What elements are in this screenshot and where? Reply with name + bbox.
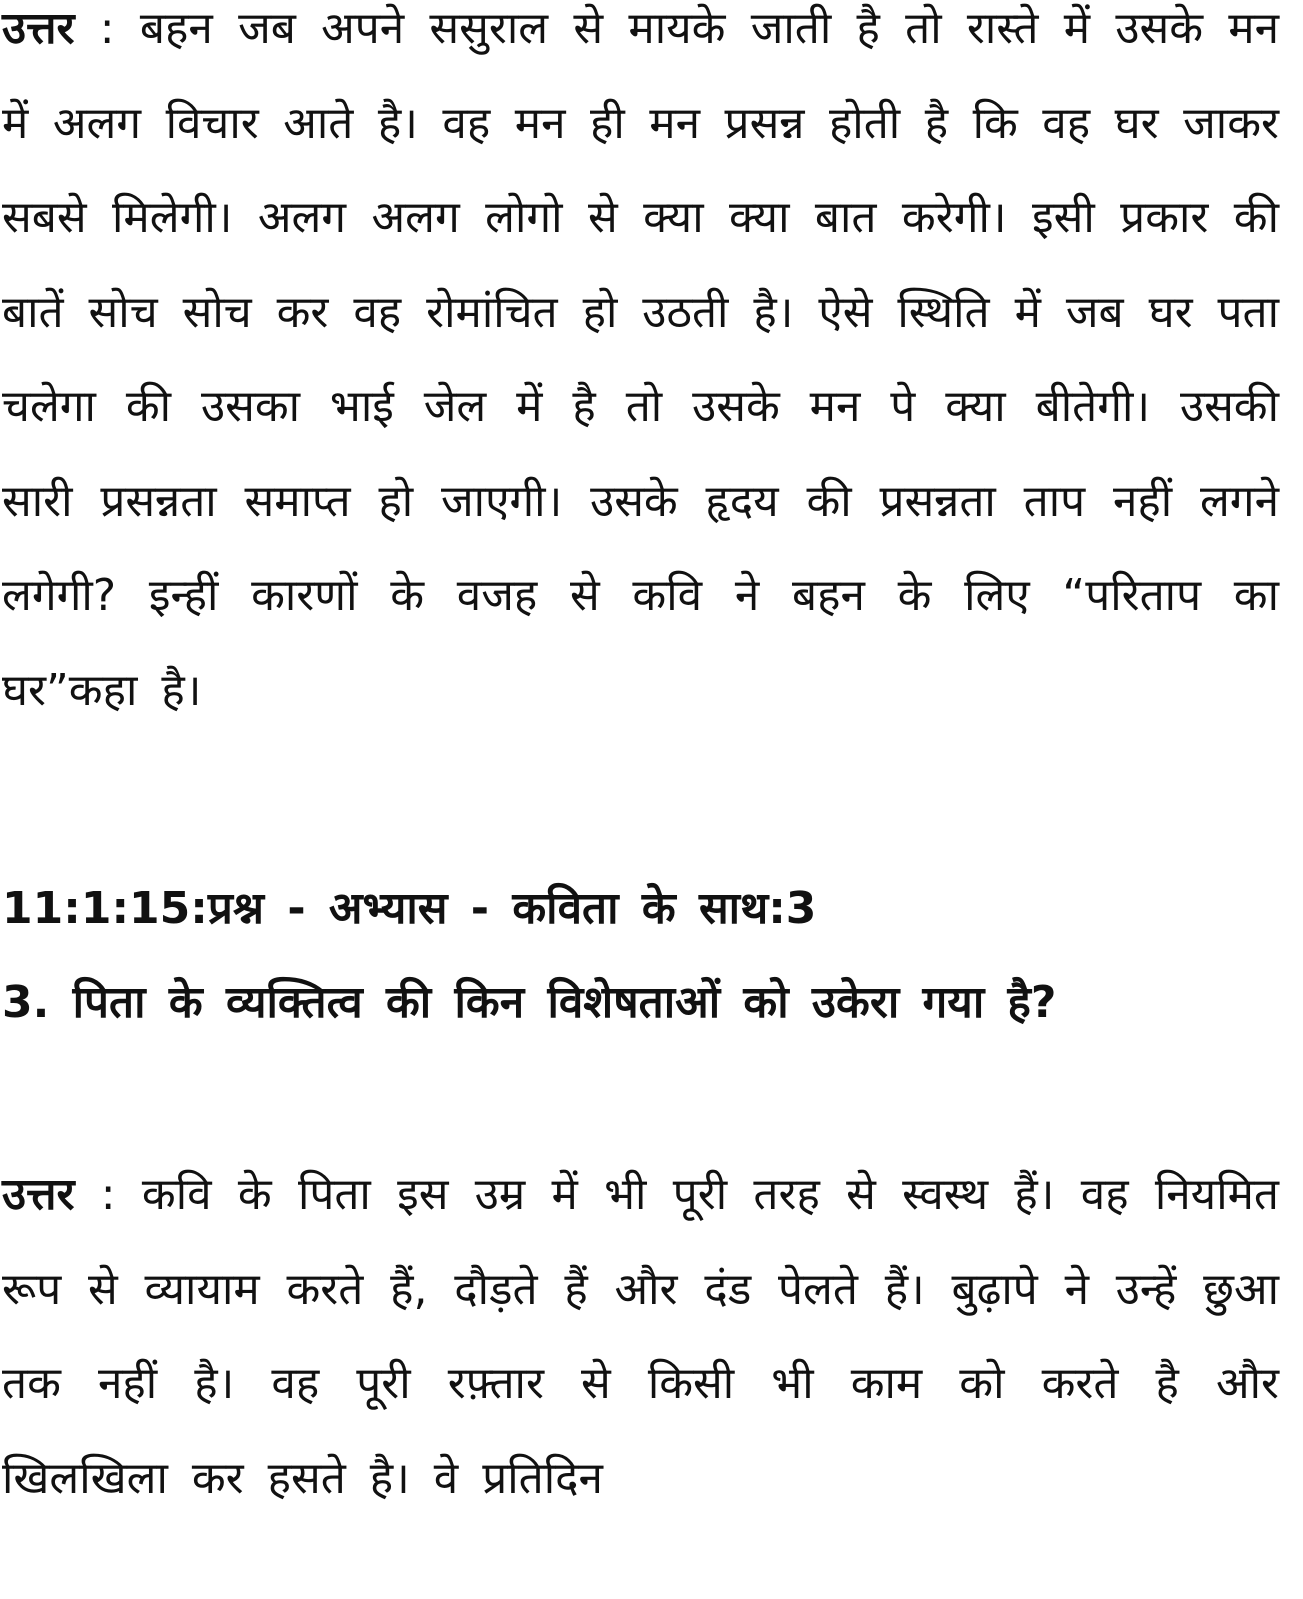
answer-paragraph-1 — [2, 0, 1279, 738]
answer-label: उत्तर — [2, 1169, 75, 1220]
question-heading: 3. पिता के व्यक्तित्व की किन विशेषताओं को उकेरा गया है? — [2, 977, 1057, 1028]
section-heading: 11:1:15:प्रश्न - अभ्यास - कविता के साथ:3 — [2, 883, 817, 934]
answer-text: : बहन जब अपने ससुराल से मायके जाती है तो रास्ते में उसके मन में अलग विचार आते है। वह मन ही मन प्रसन्न होती है कि वह घर जाकर सबसे मिलेगी। अलग अलग लोगो से क्या क्या बात करेगी। इसी प्रकार की बातें सोच सोच कर वह रोमांचित हो उठती है। ऐसे स्थिति में जब घर पता चलेगा की उसका भाई जेल में है तो उसके मन पे क्या बीतेगी। उसकी सारी प्रसन्नता समाप्त हो जाएगी। उसके हृदय की प्रसन्नता ताप नहीं लगने लगेगी? इन्हीं कारणों के वजह से कवि ने बहन के लिए “परिताप का घर”कहा है। — [2, 3, 1279, 716]
answer-label: उत्तर — [2, 3, 75, 54]
answer-paragraph-2 — [2, 1148, 1279, 1526]
answer-text: : कवि के पिता इस उम्र में भी पूरी तरह से स्वस्थ हैं। वह नियमित रूप से व्यायाम करते हैं, दौड़ते हैं और दंड पेलते हैं। बुढ़ापे ने उन्हें छुआ तक नहीं है। वह पूरी रफ़्तार से किसी भी काम को करते है और खिलखिला कर हसते है। वे प्रतिदिन — [2, 1169, 1279, 1504]
